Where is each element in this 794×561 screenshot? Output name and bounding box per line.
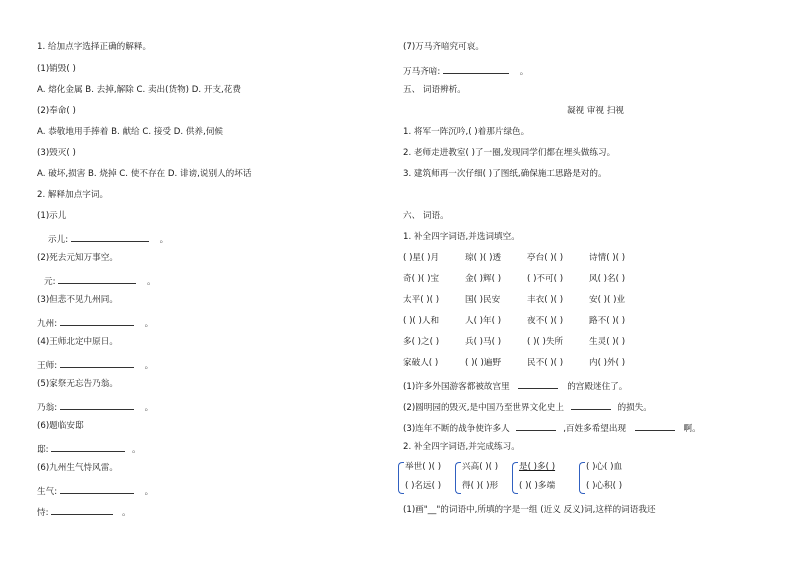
answer-blank[interactable]	[443, 64, 509, 74]
final-instruction: (1)画"__"的词语中,所填的字是一组 (近义 反义)词,这样的词语我还	[403, 505, 656, 515]
answer-line-shi	[37, 505, 131, 519]
idiom-cell: 民不( )( )	[527, 358, 564, 368]
idiom-cell: 多( )之( )	[403, 337, 440, 347]
idiom-cell: 丰衣( )( )	[527, 295, 564, 305]
answer-label: 万马齐喑:	[403, 67, 441, 77]
question-2-title: 2. 解释加点字词。	[37, 190, 109, 200]
brace-mark	[512, 462, 518, 494]
question-1-title: 1. 给加点字选择正确的解释。	[37, 42, 152, 52]
idiom-cell: 兵( )马( )	[465, 337, 502, 347]
answer-label: 九州:	[37, 319, 58, 329]
answer-line-di	[37, 442, 141, 456]
answer-blank[interactable]	[60, 316, 134, 326]
question-1-options-2: A. 恭敬地用手捧着 B. 献给 C. 接受 D. 供养,伺候	[37, 127, 223, 137]
answer-line-shier	[48, 232, 168, 246]
question-2-item-8: (7)万马齐喑究可哀。	[403, 42, 484, 52]
answer-line-jiuzhou	[37, 316, 153, 330]
answer-blank[interactable]	[58, 274, 136, 284]
idiom-row-1	[403, 253, 651, 264]
fill-line-2: 2. 老师走进教室( )了一圈,发现同学们都在埋头做练习。	[403, 148, 616, 158]
sentence-suffix: 的宫殿迷住了。	[567, 382, 628, 392]
sentence-blank[interactable]	[635, 421, 675, 431]
idiom-row-6	[403, 358, 651, 369]
question-2-item-1: (1)示儿	[37, 211, 67, 221]
question-1-options-1: A. 熔化金属 B. 去掉,解除 C. 卖出(货物) D. 开支,花费	[37, 85, 241, 95]
answer-blank[interactable]	[60, 484, 134, 494]
idiom-cell: 家破人( )	[403, 358, 439, 368]
question-1-options-3: A. 破坏,损害 B. 烧掉 C. 使不存在 D. 诽谤,说别人的坏话	[37, 169, 252, 179]
question-2-item-6: (6)题临安邸	[37, 421, 84, 431]
answer-suffix: 。	[144, 403, 154, 413]
answer-line-naiweng	[37, 400, 153, 414]
idiom-row-2	[403, 274, 651, 285]
answer-label: 王师:	[37, 361, 58, 371]
sentence-blank[interactable]	[516, 421, 556, 431]
brace-group-4-bottom: ( )心积( )	[586, 481, 623, 491]
idiom-cell: 金( )辉( )	[465, 274, 502, 284]
brace-mark	[455, 462, 461, 494]
idiom-cell: 人( )年( )	[465, 316, 502, 326]
brace-mark	[579, 462, 585, 494]
sentence-prefix: (3)连年不断的战争使许多人	[403, 424, 510, 434]
idiom-cell: 琼( )( )透	[465, 253, 502, 263]
answer-line-wanmaqiyin	[403, 64, 528, 78]
answer-line-wangshi	[37, 358, 153, 372]
answer-suffix: 。	[144, 487, 154, 497]
answer-blank[interactable]	[71, 232, 149, 242]
blank-sentence-2	[403, 400, 652, 414]
brace-group-2-top: 兴高( )( )	[462, 462, 499, 472]
sentence-blank[interactable]	[571, 400, 611, 410]
answer-suffix: 。	[144, 319, 154, 329]
idiom-cell: 国( )民安	[465, 295, 501, 305]
answer-suffix: 。	[519, 67, 529, 77]
answer-label: 乃翁:	[37, 403, 58, 413]
answer-line-yuan	[44, 274, 156, 288]
idiom-cell: ( )不可( )	[527, 274, 564, 284]
brace-group-1-bottom: ( )名远( )	[405, 481, 442, 491]
question-2-item-7: (6)九州生气恃风雷。	[37, 463, 118, 473]
idiom-cell: 生灵( )( )	[589, 337, 626, 347]
question-2-item-2: (2)死去元知万事空。	[37, 253, 118, 263]
answer-label: 示儿:	[48, 235, 69, 245]
answer-blank[interactable]	[60, 400, 134, 410]
answer-suffix: 。	[146, 277, 156, 287]
fill-line-1: 1. 将军一阵沉吟,( )着那片绿色。	[403, 127, 530, 137]
idiom-row-5	[403, 337, 651, 348]
section-6-sub-1: 1. 补全四字词语,并选词填空。	[403, 232, 520, 242]
sentence-prefix: (1)许多外国游客都被故宫里	[403, 382, 510, 392]
sentence-prefix: (2)圆明园的毁灭,是中国乃至世界文化史上	[403, 403, 564, 413]
idiom-cell: 风( )名( )	[589, 274, 626, 284]
answer-label: 元:	[44, 277, 56, 287]
blank-sentence-1	[403, 379, 627, 393]
brace-group-3-bottom: ( )( )多端	[519, 481, 556, 491]
idiom-cell: 诗情( )( )	[589, 253, 626, 263]
answer-suffix: 。	[144, 361, 154, 371]
question-2-item-4: (4)王师北定中原日。	[37, 337, 118, 347]
idiom-cell: 内( )外( )	[589, 358, 626, 368]
brace-mark	[398, 462, 404, 494]
section-6-sub-2: 2. 补全四字词语,并完成练习。	[403, 442, 520, 452]
sentence-blank[interactable]	[518, 379, 558, 389]
answer-suffix: 。	[131, 445, 141, 455]
answer-blank[interactable]	[51, 442, 125, 452]
idiom-row-4	[403, 316, 651, 327]
answer-label: 恃:	[37, 508, 49, 518]
idiom-row-3	[403, 295, 651, 306]
word-options: 凝视 审视 扫视	[566, 106, 625, 116]
brace-group-1-top: 举世( )( )	[405, 462, 442, 472]
answer-blank[interactable]	[51, 505, 113, 515]
answer-label: 邸:	[37, 445, 49, 455]
idiom-cell: ( )( )遍野	[465, 358, 502, 368]
idiom-cell: 奇( )( )宝	[403, 274, 440, 284]
idiom-cell: ( )星( )月	[403, 253, 440, 263]
answer-line-shengqi	[37, 484, 153, 498]
sentence-middle: ,百姓多希望出现	[563, 424, 627, 434]
fill-line-3: 3. 建筑师再一次仔细( )了图纸,确保施工思路是对的。	[403, 169, 607, 179]
blank-sentence-3	[403, 421, 701, 435]
idiom-cell: ( )( )失所	[527, 337, 564, 347]
answer-blank[interactable]	[60, 358, 134, 368]
answer-suffix: 。	[159, 235, 169, 245]
idiom-cell: 亭台( )( )	[527, 253, 564, 263]
sentence-suffix: 的损失。	[617, 403, 652, 413]
answer-suffix: 。	[121, 508, 131, 518]
brace-group-3-top: 是( )多( )	[519, 462, 556, 472]
answer-label: 生气:	[37, 487, 58, 497]
idiom-cell: 安( )( )业	[589, 295, 626, 305]
question-1-item-3: (3)毁灭( )	[37, 148, 76, 158]
question-1-item-2: (2)奉命( )	[37, 106, 76, 116]
question-2-item-3: (3)但悲不见九州同。	[37, 295, 118, 305]
brace-group-2-bottom: 得( )( )形	[462, 481, 499, 491]
brace-group-4-top: ( )心( )血	[586, 462, 623, 472]
idiom-cell: 太平( )( )	[403, 295, 440, 305]
sentence-suffix: 啊。	[683, 424, 701, 434]
question-2-item-5: (5)家祭无忘告乃翁。	[37, 379, 118, 389]
idiom-cell: 路不( )( )	[589, 316, 626, 326]
section-6-title: 六、 词语。	[403, 211, 449, 221]
section-5-title: 五、 词语辨析。	[403, 85, 466, 95]
idiom-cell: ( )( )人和	[403, 316, 440, 326]
question-1-item-1: (1)销毁( )	[37, 64, 76, 74]
idiom-cell: 夜不( )( )	[527, 316, 564, 326]
